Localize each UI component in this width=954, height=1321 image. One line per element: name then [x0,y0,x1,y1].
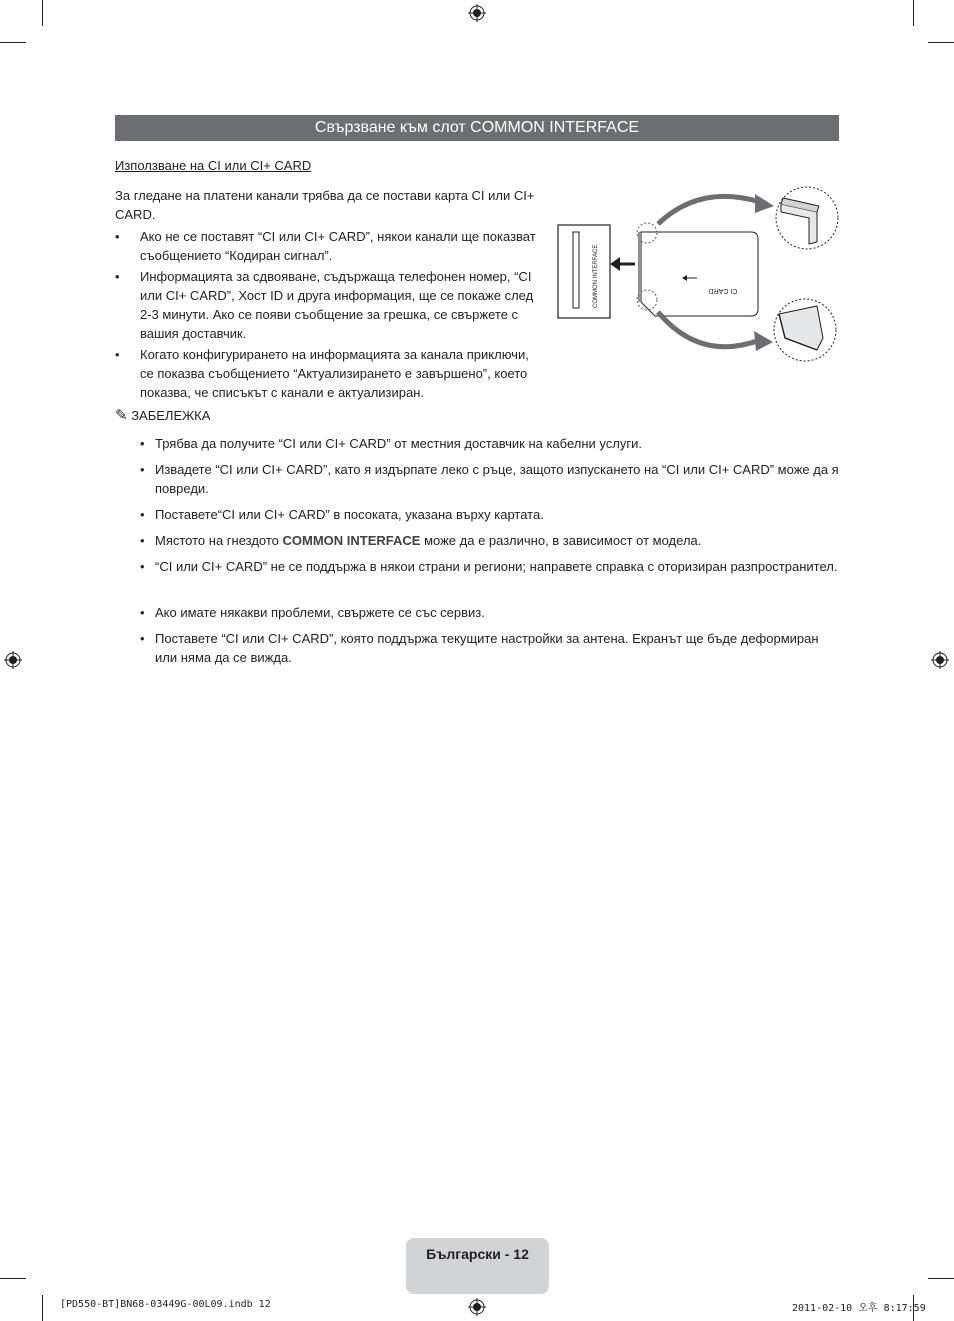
slot-opening [573,232,579,308]
list-item [140,603,840,622]
bullet-mark: • [140,507,145,522]
page-number: Български - 12 [426,1246,529,1262]
print-timestamp: 2011-02-10 오후 8:17:59 [792,1303,926,1314]
note-item-text: Ако имате някакви проблеми, свържете се със сервиз. [155,605,485,620]
list-item-text: Ако не се поставят “CI или CI+ CARD”, някои канали ще показват съобщението “Кодиран сигнал”. [140,229,536,263]
list-item-text: Когато конфигурирането на информацията за канала приключи, се показва съобщението “Актуализирането е завършено”, което показва, че списъкът с канали е актуализиран. [140,347,529,400]
bullet-mark: • [140,436,145,451]
note-item-text: Мястото на гнездото COMMON INTERFACE може да е различно, в зависимост от модела. [155,533,702,548]
list-item [115,267,545,343]
list-item [140,531,840,550]
print-file-info: [PD550-BT]BN68-03449G-00L09.indb 12 [60,1299,271,1310]
crop-mark [42,1295,43,1321]
bullet-mark: • [140,559,145,574]
note-item-text: Поставете “CI или CI+ CARD”, която поддържа текущите настройки за антена. Екранът ще бъде деформиран или няма да се вижда. [155,631,819,665]
crop-mark [928,1278,954,1279]
list-item [140,460,840,498]
registration-mark-icon [4,651,22,669]
list-item [140,434,840,453]
card-label: CI CARD [708,287,738,294]
list-item-text: Информацията за сдвояване, съдържаща телефонен номер, “CI или CI+ CARD”, Хост ID и друга информация, ще се покаже след 2-3 минути. Ако се появи съобщение за грешка, се свържете с вашия доставчик. [140,269,534,341]
curved-arrow-icon [658,312,760,347]
registration-mark-icon [468,4,486,22]
registration-mark-icon [468,1298,486,1316]
curved-arrow-icon [658,196,760,224]
crop-mark [0,1278,26,1279]
bullet-mark: • [140,462,145,477]
bullet-mark: • [140,605,145,620]
note-item-text: Поставете“CI или CI+ CARD” в посоката, указана върху картата. [155,507,544,522]
note-item-text: Извадете “CI или CI+ CARD”, като я издърпате леко с ръце, защото изпускането на “CI или CI+ CARD” може да я повреди. [155,462,839,496]
intro-paragraph: За гледане на платени канали трябва да се постави карта CI или CI+ CARD. [115,188,535,222]
interface-term: COMMON INTERFACE [282,533,421,548]
note-item-text: Трябва да получите “CI или CI+ CARD” от местния доставчик на кабелни услуги. [155,436,642,451]
bullet-mark: • [115,269,120,284]
crop-mark [928,42,954,43]
list-item [140,505,840,524]
note-label: ЗАБЕЛЕЖКА [131,408,211,423]
slot-label: COMMON INTERFACE [593,244,599,308]
list-item [115,345,545,402]
section-title: Свързване към слот COMMON INTERFACE [115,115,839,141]
ci-card [641,232,758,316]
list-item [115,227,545,265]
bullet-mark: • [115,229,120,244]
insert-arrow-icon [610,257,620,271]
pencil-note-icon: ✎ [115,407,128,424]
ci-card-illustration [555,182,845,364]
slot-panel [558,225,610,318]
list-item [140,557,840,576]
crop-mark [42,0,43,26]
registration-mark-icon [931,651,949,669]
crop-mark [0,42,26,43]
bullet-mark: • [115,347,120,362]
crop-mark [913,0,914,26]
subheading: Използване на CI или CI+ CARD [115,158,312,173]
list-item [140,629,840,667]
bullet-mark: • [140,533,145,548]
bullet-mark: • [140,631,145,646]
note-heading [115,406,210,424]
note-item-text: “CI или CI+ CARD” не се поддържа в някои страни и региони; направете справка с оторизиран разпространител. [155,559,838,574]
